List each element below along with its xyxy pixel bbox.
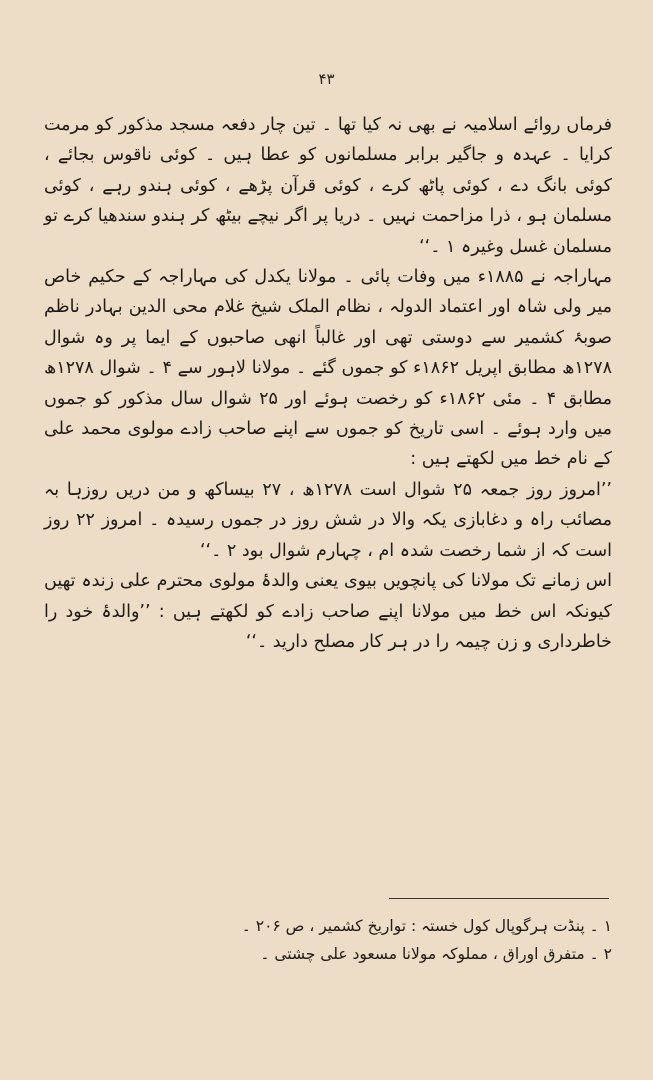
paragraph-1: فرماں روائے اسلامیہ نے بھی نہ کیا تھا ۔ تین چار دفعہ مسجد مذکور کو مرمت کرایا ۔ عہدہ و جاگیر برابر مسلمانوں کو عطا ہیں ۔ کوئی ناقوس بجائے ، کوئی بانگ دے ، کوئی پاٹھ کرے ، کوئی قرآن پڑھے ، کوئی ہندو رہے ، کوئی مسلمان ہو ، ذرا مزاحمت نہیں ۔ دریا پر اگر نیچے بیٹھ کر ہندو سندھیا کرے تو مسلمان غسل وغیرہ ۱ ۔‘‘ xyxy=(44,115,612,257)
page-number: ۴۳ xyxy=(318,70,335,88)
paragraph-4: اس زمانے تک مولانا کی پانچویں بیوی یعنی والدۂ مولوی محترم علی زندہ تھیں کیونکہ اس خط میں مولانا اپنے صاحب زادے کو لکھتے ہیں : ’’والدۂ خود را خاطرداری و زن چیمہ را در ہر کار مصلح دارید ۔‘‘ xyxy=(44,571,612,652)
footnote-2: ۲ ۔ متفرق اوراق ، مملوکہ مولانا مسعود علی چشتی ۔ xyxy=(260,945,612,963)
main-text xyxy=(44,110,612,657)
persian-quote: ’’امروز روز جمعہ ۲۵ شوال است ۱۲۷۸ھ ، ۲۷ بیساکھ و من دریں روزہا بہ مصائب راہ و دغابازی یکہ والا در شش روز در جموں رسیدہ ۔ امروز ۲۲ روز است کہ از شما رخصت شدہ ام ، چہارم شوال بود ۲ ۔‘‘ xyxy=(44,479,612,561)
paragraph-2: مہاراجہ نے ۱۸۸۵ء میں وفات پائی ۔ مولانا یکدل کی مہاراجہ کے حکیم خاص میر ولی شاہ اور اعتماد الدولہ ، نظام الملک شیخ غلام محی الدین بہادر ناظم صوبۂ کشمیر سے دوستی تھی اور غالباً انھی صاحبوں کے ایما پر وہ شوال ۱۲۷۸ھ مطابق اپریل ۱۸۶۲ء کو جموں گئے ۔ مولانا لاہور سے ۴ ۔ شوال ۱۲۷۸ھ مطابق ۴ ۔ مئی ۱۸۶۲ء کو رخصت ہوئے اور ۲۵ شوال سال مذکور کو جموں میں وارد ہوئے ۔ اسی تاریخ کو جموں سے اپنے صاحب زادے مولوی محمد علی کے نام خط میں لکھتے ہیں : xyxy=(44,267,613,470)
footnote-1: ۱ ۔ پنڈت ہرگوپال کول خستہ : تواریخ کشمیر ، ص ۲۰۶ ۔ xyxy=(241,917,612,935)
footnote-divider xyxy=(389,898,609,899)
footnotes xyxy=(44,912,612,968)
